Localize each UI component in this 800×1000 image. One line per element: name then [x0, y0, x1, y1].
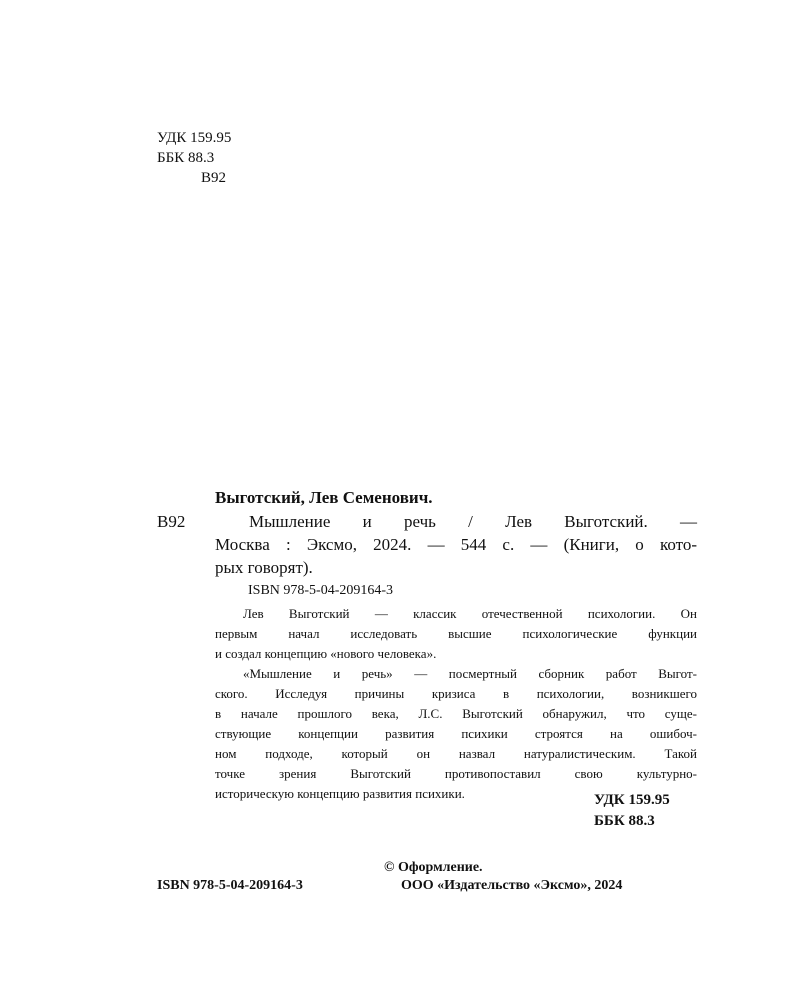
annotation-line: точке зрения Выготский противопоставил свою культурно-: [215, 766, 697, 781]
top-udk: УДК 159.95: [157, 130, 232, 146]
footer-isbn: ISBN 978-5-04-209164-3: [157, 878, 303, 893]
top-bbk: ББК 88.3: [157, 150, 215, 166]
annotation-line: Лев Выготский — классик отечественной психологии. Он: [243, 606, 697, 621]
right-udk: УДК 159.95: [594, 792, 670, 808]
top-author-code: В92: [201, 170, 227, 186]
catalog-code: В92: [157, 512, 186, 531]
publisher-copyright: ООО «Издательство «Эксмо», 2024: [401, 878, 623, 893]
annotation-line: «Мышление и речь» — посмертный сборник работ Выгот-: [243, 666, 697, 681]
annotation-line: в начале прошлого века, Л.С. Выготский обнаружил, что суще-: [215, 706, 697, 721]
annotation-line: ствующие концепции развития психики строятся на ошибоч-: [215, 726, 697, 741]
author-heading: Выготский, Лев Семенович.: [215, 488, 433, 507]
biblio-line: Москва : Эксмо, 2024. — 544 с. — (Книги, о кото-: [215, 535, 697, 554]
right-bbk: ББК 88.3: [594, 813, 655, 829]
entry-isbn: ISBN 978-5-04-209164-3: [248, 583, 394, 598]
annotation-line: ского. Исследуя причины кризиса в психологии, возникшего: [215, 686, 697, 701]
annotation-line: и создал концепцию «нового человека».: [215, 646, 437, 661]
design-credit: © Оформление.: [384, 860, 483, 875]
biblio-line: Мышление и речь / Лев Выготский. —: [249, 512, 697, 531]
annotation-line: первым начал исследовать высшие психологические функции: [215, 626, 697, 641]
annotation-line: историческую концепцию развития психики.: [215, 786, 465, 801]
biblio-line: рых говорят).: [215, 558, 313, 577]
bibliographic-description: [215, 510, 697, 579]
annotation: [215, 604, 697, 804]
annotation-line: ном подходе, который он назвал натуралистическим. Такой: [215, 746, 697, 761]
